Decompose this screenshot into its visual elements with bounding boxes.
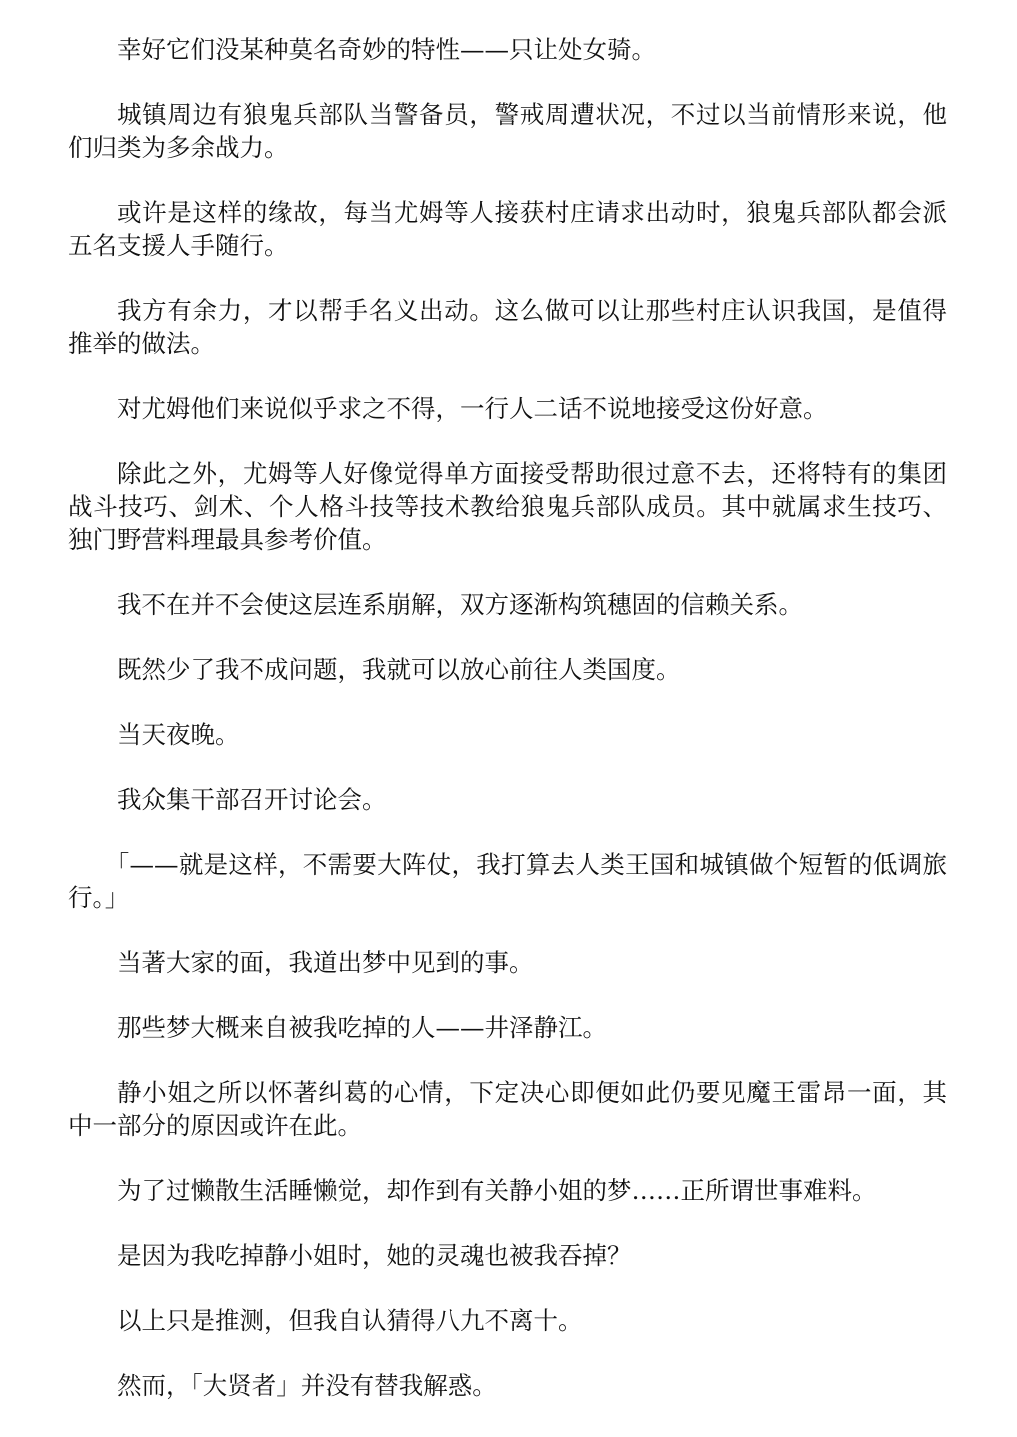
paragraph: 当天夜晚。 (117, 720, 240, 749)
paragraph: 那些梦大概来自被我吃掉的人——井泽静江。 (117, 1013, 607, 1042)
paragraph: 静小姐之所以怀著纠葛的心情，下定决心即便如此仍要见魔王雷昂一面，其中一部分的原因或许在此。 (68, 1078, 947, 1140)
paragraph: 除此之外，尤姆等人好像觉得单方面接受帮助很过意不去，还将特有的集团战斗技巧、剑术、个人格斗技等技术教给狼鬼兵部队成员。其中就属求生技巧、独门野营料理最具参考价值。 (68, 459, 947, 554)
paragraph: 或许是这样的缘故，每当尤姆等人接获村庄请求出动时，狼鬼兵部队都会派五名支援人手随行。 (68, 198, 947, 260)
paragraph: 我方有余力，才以帮手名义出动。这么做可以让那些村庄认识我国，是值得推举的做法。 (68, 296, 947, 358)
paragraph: 以上只是推测，但我自认猜得八九不离十。 (117, 1306, 583, 1335)
paragraph: 我众集干部召开讨论会。 (117, 785, 387, 814)
paragraph: 为了过懒散生活睡懒觉，却作到有关静小姐的梦……正所谓世事难料。 (117, 1176, 877, 1205)
paragraph: 既然少了我不成问题，我就可以放心前往人类国度。 (117, 655, 681, 684)
paragraph: 幸好它们没某种莫名奇妙的特性——只让处女骑。 (117, 35, 656, 64)
paragraph: 对尤姆他们来说似乎求之不得，一行人二话不说地接受这份好意。 (117, 394, 828, 423)
dialogue-paragraph: 「——就是这样，不需要大阵仗，我打算去人类王国和城镇做个短暂的低调旅行。」 (68, 850, 947, 912)
paragraph: 我不在并不会使这层连系崩解，双方逐渐构筑穗固的信赖关系。 (117, 590, 803, 619)
paragraph: 然而，「大贤者」并没有替我解惑。 (117, 1371, 497, 1400)
paragraph: 是因为我吃掉静小姐时，她的灵魂也被我吞掉？ (117, 1241, 632, 1270)
paragraph: 城镇周边有狼鬼兵部队当警备员，警戒周遭状况，不过以当前情形来说，他们归类为多余战力。 (68, 100, 947, 162)
paragraph: 当著大家的面，我道出梦中见到的事。 (117, 948, 534, 977)
